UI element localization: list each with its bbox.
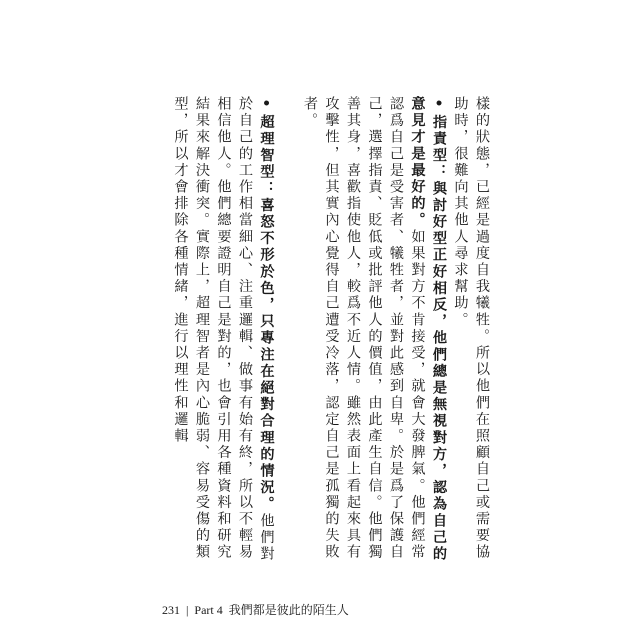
paragraph-text: 如果對方不肯接受，就會大發脾氣。他們經常認爲自己是受害者、犧牲者，並對此感到自卑。於是爲了保護自己，選擇指責、貶低或批評他人的價值，由此產生自信。他們獨善其身，喜歡指使他人，較爲不近人情。雖然表面上看起來具有攻擊性，但其實內心覺得自己遭受冷落，認定自己是孤獨的失敗者。 xyxy=(302,96,426,561)
chapter-title: 我們都是彼此的陌生人 xyxy=(228,603,349,617)
page-footer xyxy=(162,603,349,617)
paragraph-continuation xyxy=(449,96,492,566)
paragraph-lead-bold: 超理智型：喜怒不形於色，只專注在絕對合理的情況。 xyxy=(258,114,275,513)
paragraph-super-reasonable-type xyxy=(169,96,277,566)
paragraph-lead-bold: 指責型：與討好型正好相反，他們總是無視對方，認為自己的意見才是最好的。 xyxy=(409,96,447,563)
footer-separator: | xyxy=(186,603,189,617)
paragraph-text: 他們對於自己的工作相當細心、注重邏輯、做事有始有終，所以不輕易相信他人。他們總要證明自己是對的，也會引用各種資料和研究結果來解決衝突。實際上，超理智者是內心脆弱、容易受傷的類型，所以才會排除各種情緒，進行以理性和邏輯 xyxy=(172,96,275,563)
page-number: 231 xyxy=(162,603,180,617)
bullet-marker: • xyxy=(258,96,275,115)
vertical-text-body xyxy=(147,96,492,566)
paragraph-text: 樣的狀態，已經是過度自我犧牲。所以他們在照顧自己或需要協助時，很難向其他人尋求幫助。 xyxy=(452,96,490,561)
paragraph-blaming-type xyxy=(299,96,450,566)
part-label: Part 4 xyxy=(194,603,223,617)
bullet-marker: • xyxy=(431,96,447,115)
